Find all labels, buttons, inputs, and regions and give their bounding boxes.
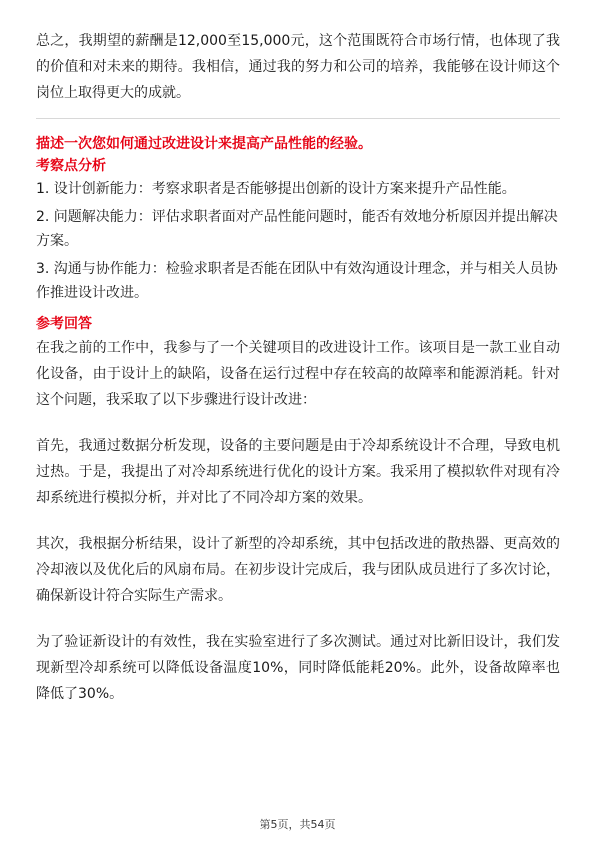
answer-heading: 参考回答 [36, 316, 92, 332]
answer-paragraph: 其次，我根据分析结果，设计了新型的冷却系统，其中包括改进的散热器、更高效的冷却液以及优化后的风扇布局。在初步设计完成后，我与团队成员进行了多次讨论，确保新设计符合实际生产需求。 [36, 536, 560, 604]
analysis-heading: 考察点分析 [36, 158, 106, 174]
answer-paragraph: 在我之前的工作中，我参与了一个关键项目的改进设计工作。该项目是一款工业自动化设备，由于设计上的缺陷，设备在运行过程中存在较高的故障率和能源消耗。针对这个问题，我采取了以下步骤进行设计改进： [36, 340, 560, 408]
intro-paragraph: 总之，我期望的薪酬是12,000至15,000元，这个范围既符合市场行情，也体现了我的价值和对未来的期待。我相信，通过我的努力和公司的培养，我能够在设计师这个岗位上取得更大的成就。 [36, 33, 560, 101]
analysis-item: 3. 沟通与协作能力：检验求职者是否能在团队中有效沟通设计理念，并与相关人员协作推进设计改进。 [36, 261, 558, 301]
paragraph-gap [36, 413, 560, 433]
paragraph-gap [36, 511, 560, 531]
document-page [36, 28, 560, 707]
paragraph-gap [36, 609, 560, 629]
answer-paragraph: 为了验证新设计的有效性，我在实验室进行了多次测试。通过对比新旧设计，我们发现新型冷却系统可以降低设备温度10%，同时降低能耗20%。此外，设备故障率也降低了30%。 [36, 634, 560, 702]
analysis-item: 2. 问题解决能力：评估求职者面对产品性能问题时，能否有效地分析原因并提出解决方案。 [36, 209, 558, 249]
answer-paragraph: 首先，我通过数据分析发现，设备的主要问题是由于冷却系统设计不合理，导致电机过热。于是，我提出了对冷却系统进行优化的设计方案。我采用了模拟软件对现有冷却系统进行模拟分析，并对比了不同冷却方案的效果。 [36, 438, 560, 506]
analysis-item: 1. 设计创新能力：考察求职者是否能够提出创新的设计方案来提升产品性能。 [36, 181, 516, 197]
interview-question: 描述一次您如何通过改进设计来提高产品性能的经验。 [36, 136, 372, 152]
page-number: 第5页，共54页 [259, 818, 336, 831]
section-divider [36, 118, 560, 119]
